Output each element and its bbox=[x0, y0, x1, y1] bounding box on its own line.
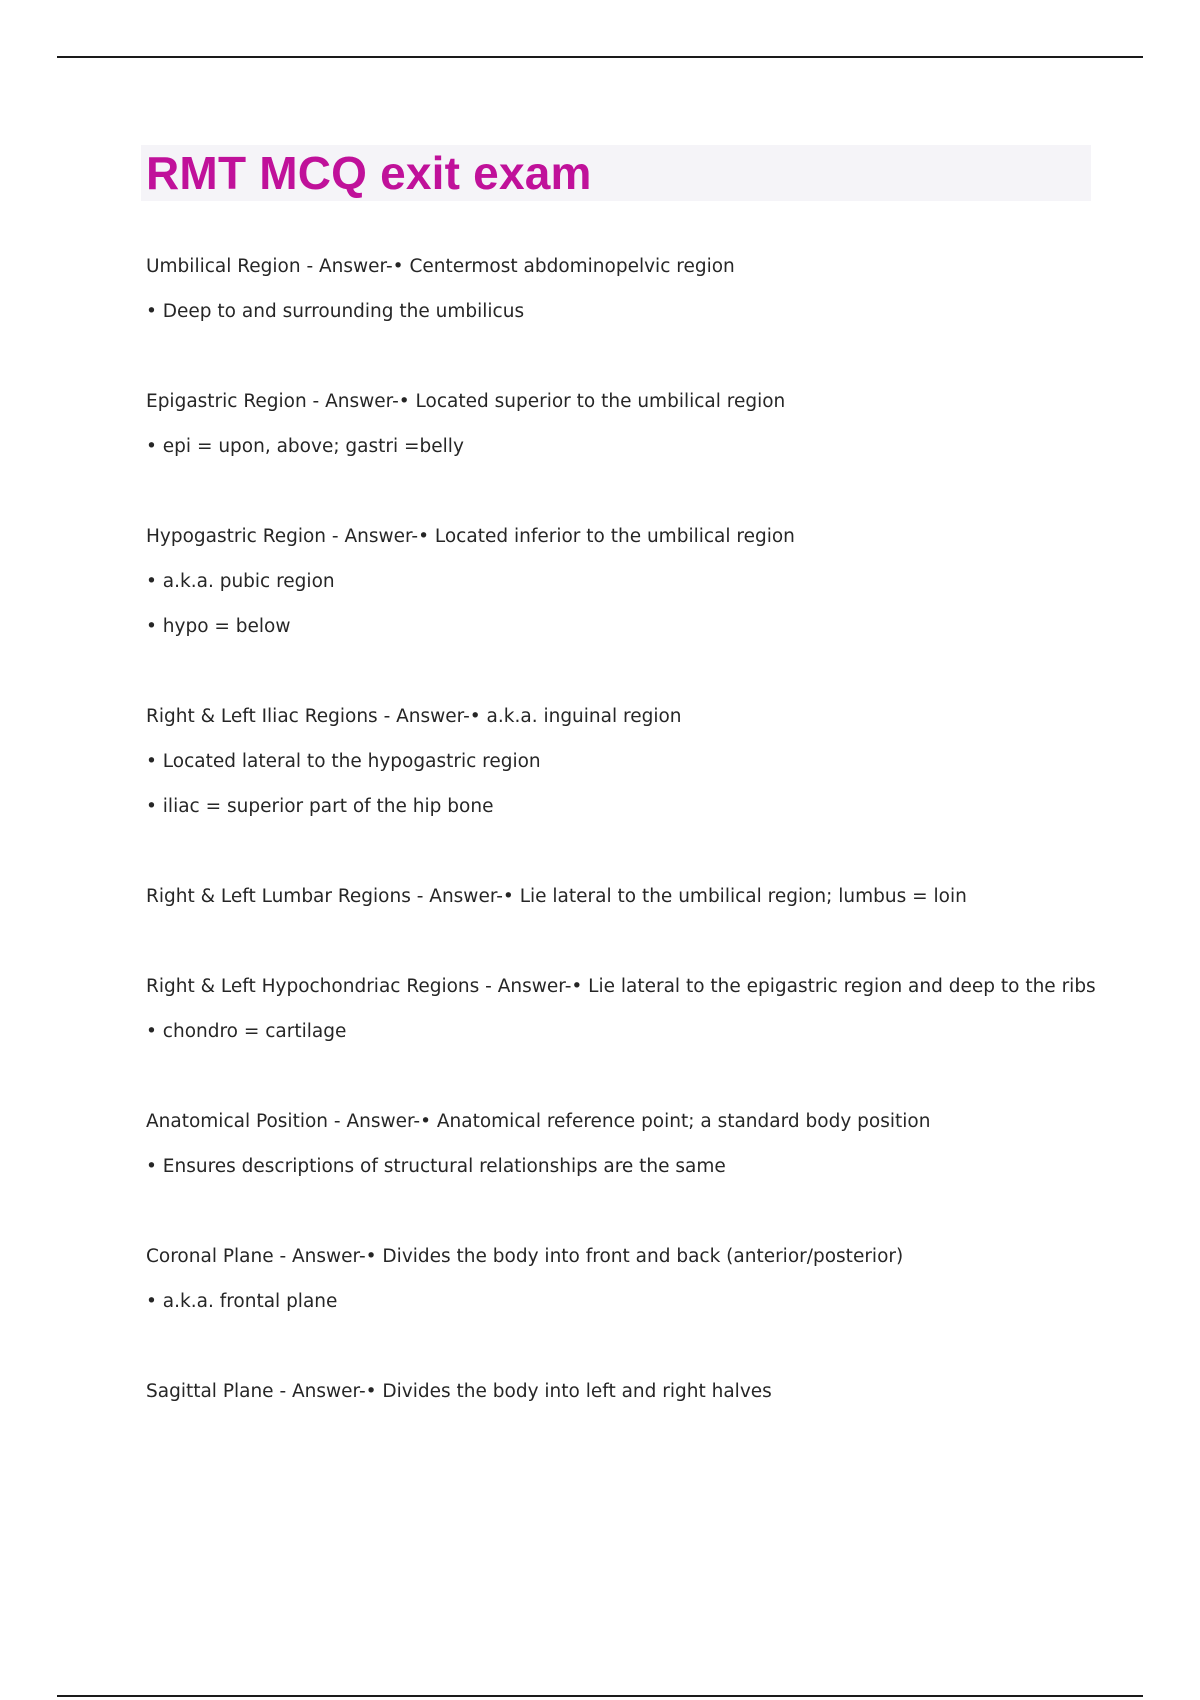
bottom-rule bbox=[57, 1695, 1143, 1697]
entry-line: Coronal Plane - Answer-• Divides the body into front and back (anterior/posterior) bbox=[146, 1246, 904, 1267]
document-body bbox=[146, 244, 1146, 1459]
entry-hypochondriac-regions bbox=[146, 964, 1146, 1054]
entry-hypogastric-region bbox=[146, 514, 1146, 649]
entry-line: • hypo = below bbox=[146, 616, 291, 637]
document-title: RMT MCQ exit exam bbox=[146, 147, 592, 199]
entry-epigastric-region bbox=[146, 379, 1146, 469]
entry-line: Epigastric Region - Answer-• Located superior to the umbilical region bbox=[146, 391, 786, 412]
entry-line: Right & Left Lumbar Regions - Answer-• Lie lateral to the umbilical region; lumbus = loin bbox=[146, 886, 967, 907]
entry-line: • Located lateral to the hypogastric region bbox=[146, 751, 541, 772]
entry-line: Right & Left Hypochondriac Regions - Answer-• Lie lateral to the epigastric region and deep to the ribs bbox=[146, 976, 1096, 997]
entry-line: • Ensures descriptions of structural relationships are the same bbox=[146, 1156, 726, 1177]
entry-lumbar-regions bbox=[146, 874, 1146, 919]
entry-line: • a.k.a. pubic region bbox=[146, 571, 335, 592]
entry-iliac-regions bbox=[146, 694, 1146, 829]
entry-line: • iliac = superior part of the hip bone bbox=[146, 796, 494, 817]
entry-anatomical-position bbox=[146, 1099, 1146, 1189]
entry-line: Anatomical Position - Answer-• Anatomical reference point; a standard body position bbox=[146, 1111, 931, 1132]
entry-line: Sagittal Plane - Answer-• Divides the body into left and right halves bbox=[146, 1381, 772, 1402]
entry-line: • epi = upon, above; gastri =belly bbox=[146, 436, 464, 457]
entry-coronal-plane bbox=[146, 1234, 1146, 1324]
entry-line: Hypogastric Region - Answer-• Located inferior to the umbilical region bbox=[146, 526, 795, 547]
entry-line: Right & Left Iliac Regions - Answer-• a.k.a. inguinal region bbox=[146, 706, 682, 727]
entry-line: • a.k.a. frontal plane bbox=[146, 1291, 338, 1312]
top-rule bbox=[57, 56, 1143, 58]
entry-line: • Deep to and surrounding the umbilicus bbox=[146, 301, 525, 322]
entry-umbilical-region bbox=[146, 244, 1146, 334]
entry-line: Umbilical Region - Answer-• Centermost abdominopelvic region bbox=[146, 256, 735, 277]
entry-line: • chondro = cartilage bbox=[146, 1021, 347, 1042]
entry-sagittal-plane bbox=[146, 1369, 1146, 1414]
